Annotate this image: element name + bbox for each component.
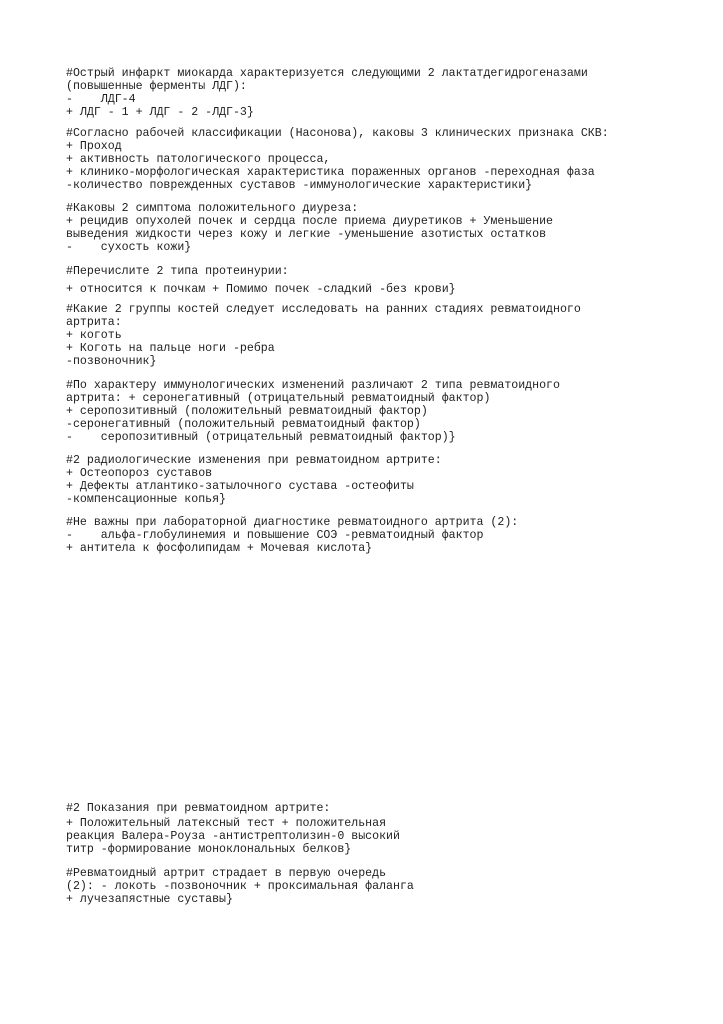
answer-option: + антитела к фосфолипидам + Мочевая кислота} <box>66 542 373 555</box>
answer-option: + серопозитивный (положительный ревматоидный фактор) <box>66 405 428 418</box>
question-block-8 <box>66 516 518 555</box>
question-text: #Каковы 2 симптома положительного диуреза: <box>66 202 359 215</box>
question-text-continued: (повышенные ферменты ЛДГ): <box>66 80 247 93</box>
answer-option: + коготь <box>66 329 122 342</box>
question-text: #Перечислите 2 типа протеинурии: <box>66 265 289 278</box>
question-block-10 <box>66 867 414 906</box>
answer-option: -позвоночник} <box>66 355 157 368</box>
answer-option: (2): - локоть -позвоночник + проксимальная фаланга <box>66 880 414 893</box>
question-block-4 <box>66 265 456 296</box>
question-block-5 <box>66 303 581 368</box>
question-text: #2 Показания при ревматоидном артрите: <box>66 802 331 815</box>
answer-option: + Остеопороз суставов <box>66 467 213 480</box>
answer-option: + Коготь на пальце ноги -ребра <box>66 342 275 355</box>
answer-option: реакция Валера-Роуза -антистрептолизин-0 высокий <box>66 830 400 843</box>
answer-option: + Положительный латексный тест + положительная <box>66 817 387 830</box>
answer-option: + Дефекты атлантико-затылочного сустава -остеофиты <box>66 480 414 493</box>
answer-option: выведения жидкости через кожу и легкие -уменьшение азотистых остатков <box>66 228 547 241</box>
answer-option: - альфа-глобулинемия и повышение СОЭ -ревматоидный фактор <box>66 529 484 542</box>
question-text-continued: артрита: + серонегативный (отрицательный ревматоидный фактор) <box>66 392 491 405</box>
answer-option: -компенсационные копья} <box>66 493 227 506</box>
answer-option: + клинико-морфологическая характеристика пораженных органов -переходная фаза <box>66 166 595 179</box>
question-text: #Не важны при лабораторной диагностике ревматоидного артрита (2): <box>66 516 519 529</box>
answer-option: -количество поврежденных суставов -иммунологические характеристики} <box>66 179 533 192</box>
answer-option: + рецидив опухолей почек и сердца после приема диуретиков + Уменьшение <box>66 215 554 228</box>
answer-option: + относится к почкам + Помимо почек -сладкий -без крови} <box>66 283 456 296</box>
answer-option: + ЛДГ - 1 + ЛДГ - 2 -ЛДГ-3} <box>66 106 254 119</box>
question-text-continued: артрита: <box>66 316 122 329</box>
answer-option: - сухость кожи} <box>66 241 192 254</box>
question-block-2 <box>66 127 609 192</box>
answer-option: + активность патологического процесса, <box>66 153 331 166</box>
question-text: #По характеру иммунологических изменений различают 2 типа ревматоидного <box>66 379 560 392</box>
answer-option: + Проход <box>66 140 122 153</box>
question-block-3 <box>66 202 553 254</box>
answer-option: - серопозитивный (отрицательный ревматоидный фактор)} <box>66 431 456 444</box>
question-text: #Ревматоидный артрит страдает в первую очередь <box>66 867 387 880</box>
answer-option: + лучезапястные суставы} <box>66 893 233 906</box>
answer-option: - ЛДГ-4 <box>66 93 136 106</box>
question-block-6 <box>66 379 560 444</box>
question-block-7 <box>66 454 442 506</box>
question-block-1 <box>66 67 588 124</box>
question-block-9 <box>66 802 400 856</box>
answer-option: -серонегативный (положительный ревматоидный фактор) <box>66 418 421 431</box>
question-text: #Острый инфаркт миокарда характеризуется следующими 2 лактатдегидрогеназами <box>66 67 588 80</box>
answer-option: титр -формирование моноклональных белков} <box>66 843 352 856</box>
question-text: #2 радиологические изменения при ревматоидном артрите: <box>66 454 442 467</box>
question-text: #Согласно рабочей классификации (Насонова), каковы 3 клинических признака СКВ: <box>66 127 609 140</box>
question-text: #Какие 2 группы костей следует исследовать на ранних стадиях ревматоидного <box>66 303 581 316</box>
